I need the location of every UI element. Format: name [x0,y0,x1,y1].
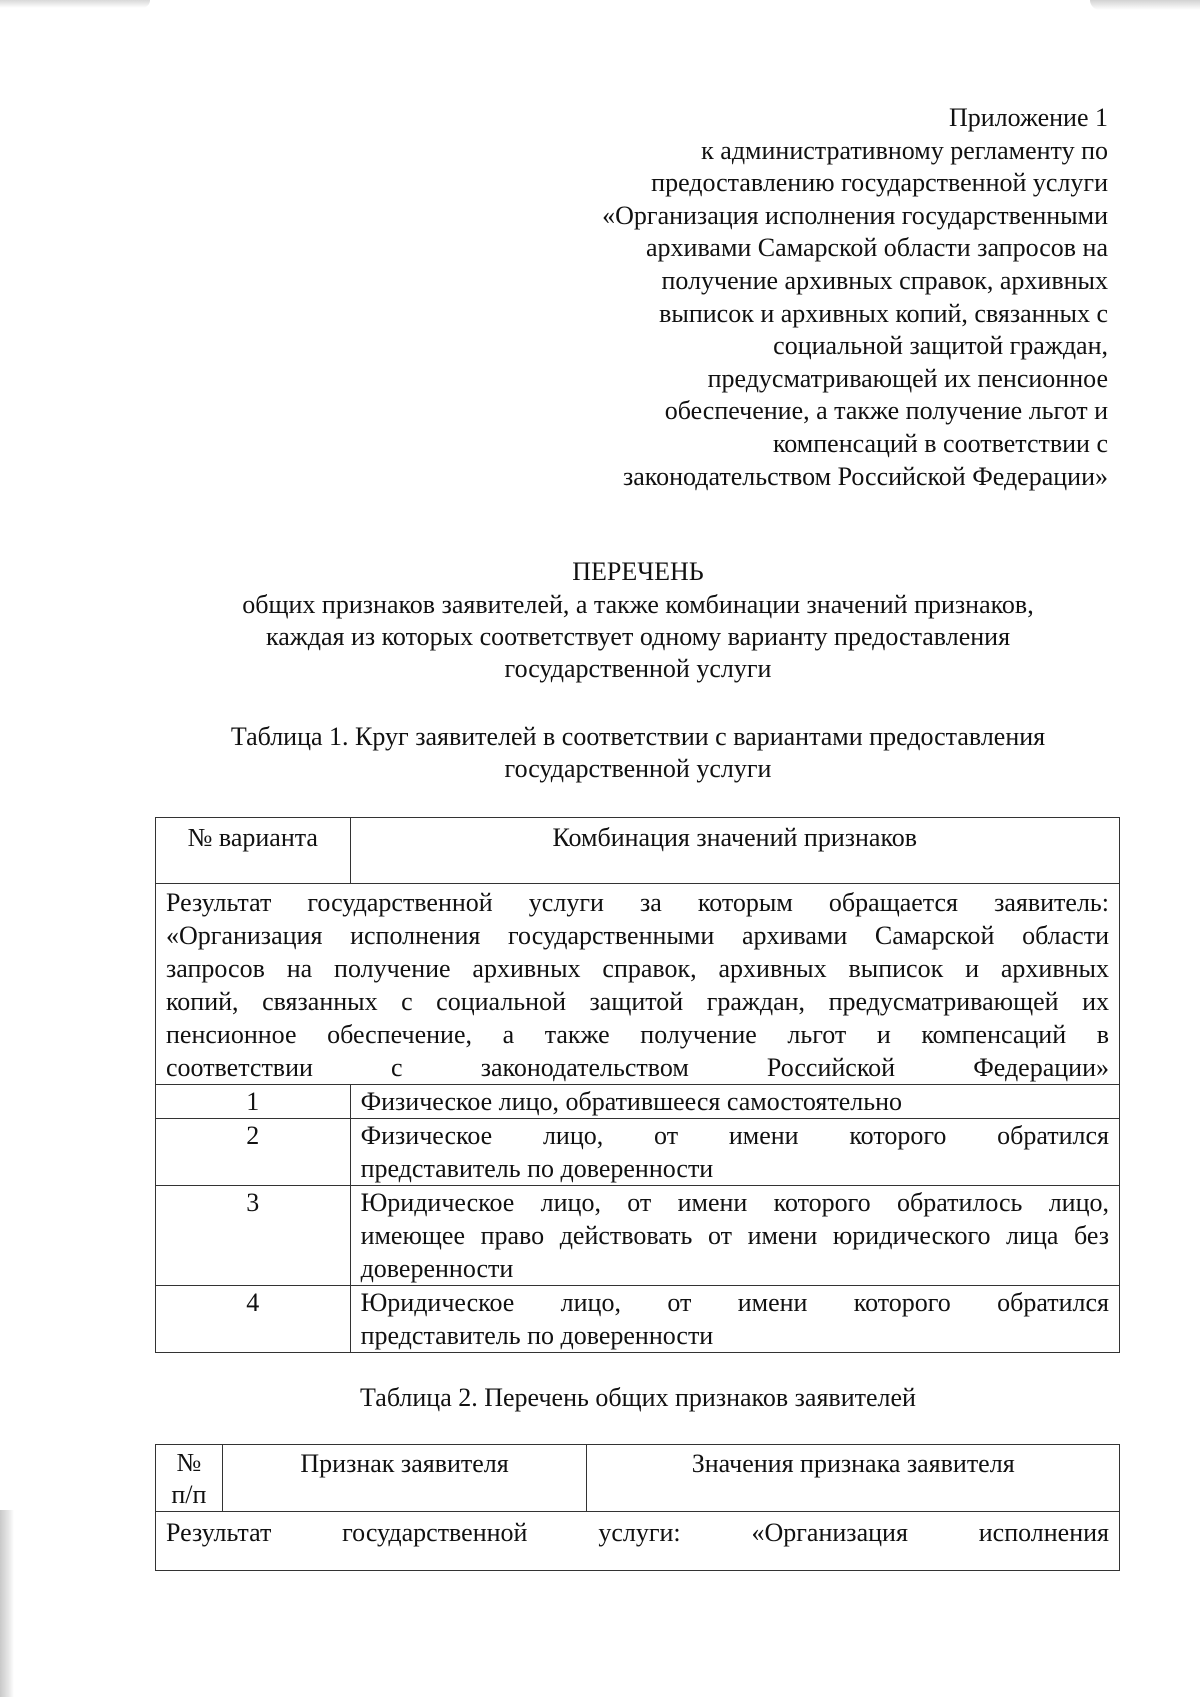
description-line: Физическое лицо, от имени которого обратился [360,1121,1109,1150]
appendix-line: Приложение 1 [948,103,1108,132]
result-line: копий, связанных с социальной защитой граждан, предусматривающей их [166,987,1109,1016]
scan-edge-top-left [0,0,150,8]
appendix-line: законодательством Российской Федерации» [623,461,1108,491]
table-header-row [156,1445,1120,1512]
appendix-line: социальной защитой граждан, [773,331,1108,361]
applicants-variants-table [155,817,1120,1353]
appendix-line: получение архивных справок, архивных [661,265,1108,295]
appendix-line: предусматривающей их пенсионное [707,363,1108,393]
table-row [156,1186,1120,1286]
result-cell [156,884,1120,1085]
variant-number: 3 [156,1186,351,1286]
table2-caption-text: Таблица 2. Перечень общих признаков заявителей [360,1383,916,1412]
variant-description [350,1119,1119,1186]
description-line: Юридическое лицо, от имени которого обратился [360,1288,1109,1317]
document-subtitle [150,589,1126,685]
result-line: соответствии с законодательством Российской Федерации» [166,1053,1109,1082]
table-row [156,1286,1120,1353]
appendix-line: выписок и архивных копий, связанных с [659,298,1108,328]
variant-number: 1 [156,1085,351,1119]
result-line: Результат государственной услуги за которым обращается заявитель: [166,888,1109,917]
table2-caption [150,1382,1126,1414]
description-line: имеющее право действовать от имени юридического лица без [360,1221,1109,1250]
appendix-line: «Организация исполнения государственными [602,200,1108,230]
subtitle-line: каждая из которых соответствует одному варианту предоставления [265,622,1011,651]
subtitle-line: общих признаков заявителей, а также комбинации значений признаков, [242,590,1034,619]
appendix-line: к административному регламенту по [701,135,1108,165]
table-row [156,1085,1120,1119]
description-line: Физическое лицо, обратившееся самостоятельно [360,1087,903,1116]
column-header-sign: Признак заявителя [222,1445,587,1512]
subtitle-line: государственной услуги [504,654,772,683]
result-line: пенсионное обеспечение, а также получение льгот и компенсаций в [166,1020,1109,1049]
column-header-values: Значения признака заявителя [587,1445,1120,1512]
document-title [150,556,1126,588]
result-line: запросов на получение архивных справок, архивных выписок и архивных [166,954,1109,983]
table1-caption [150,721,1126,785]
table-row [156,1119,1120,1186]
variant-description [350,1286,1119,1353]
variant-description [350,1085,1119,1119]
header-number-line: п/п [171,1480,207,1509]
appendix-line: компенсаций в соответствии с [772,428,1108,458]
document-title-text: ПЕРЕЧЕНЬ [572,557,704,586]
column-header-variant: № варианта [156,818,351,884]
result-cell: Результат государственной услуги: «Организация исполнения [156,1512,1120,1571]
table1-caption-line: государственной услуги [504,754,772,783]
appendix-line: обеспечение, а также получение льгот и [664,396,1108,426]
appendix-line: предоставлению государственной услуги [651,168,1108,198]
variant-description [350,1186,1119,1286]
result-row [156,1512,1120,1571]
scan-edge-top-right [1090,0,1200,10]
description-line: представитель по доверенности [360,1154,714,1183]
applicant-signs-table [155,1444,1120,1571]
appendix-reference [548,102,1108,493]
table1-caption-line: Таблица 1. Круг заявителей в соответствии с вариантами предоставления [230,722,1046,751]
header-number-line: № [176,1448,202,1477]
variant-number: 4 [156,1286,351,1353]
result-line: «Организация исполнения государственными архивами Самарской области [166,921,1109,950]
scan-edge-left [0,1510,14,1697]
variant-number: 2 [156,1119,351,1186]
description-line: представитель по доверенности [360,1321,714,1350]
description-line: доверенности [360,1254,514,1283]
result-row [156,884,1120,1085]
description-line: Юридическое лицо, от имени которого обратилось лицо, [360,1188,1109,1217]
appendix-line: архивами Самарской области запросов на [646,233,1108,263]
table-header-row [156,818,1120,884]
column-header-number [156,1445,223,1512]
column-header-combination: Комбинация значений признаков [350,818,1119,884]
